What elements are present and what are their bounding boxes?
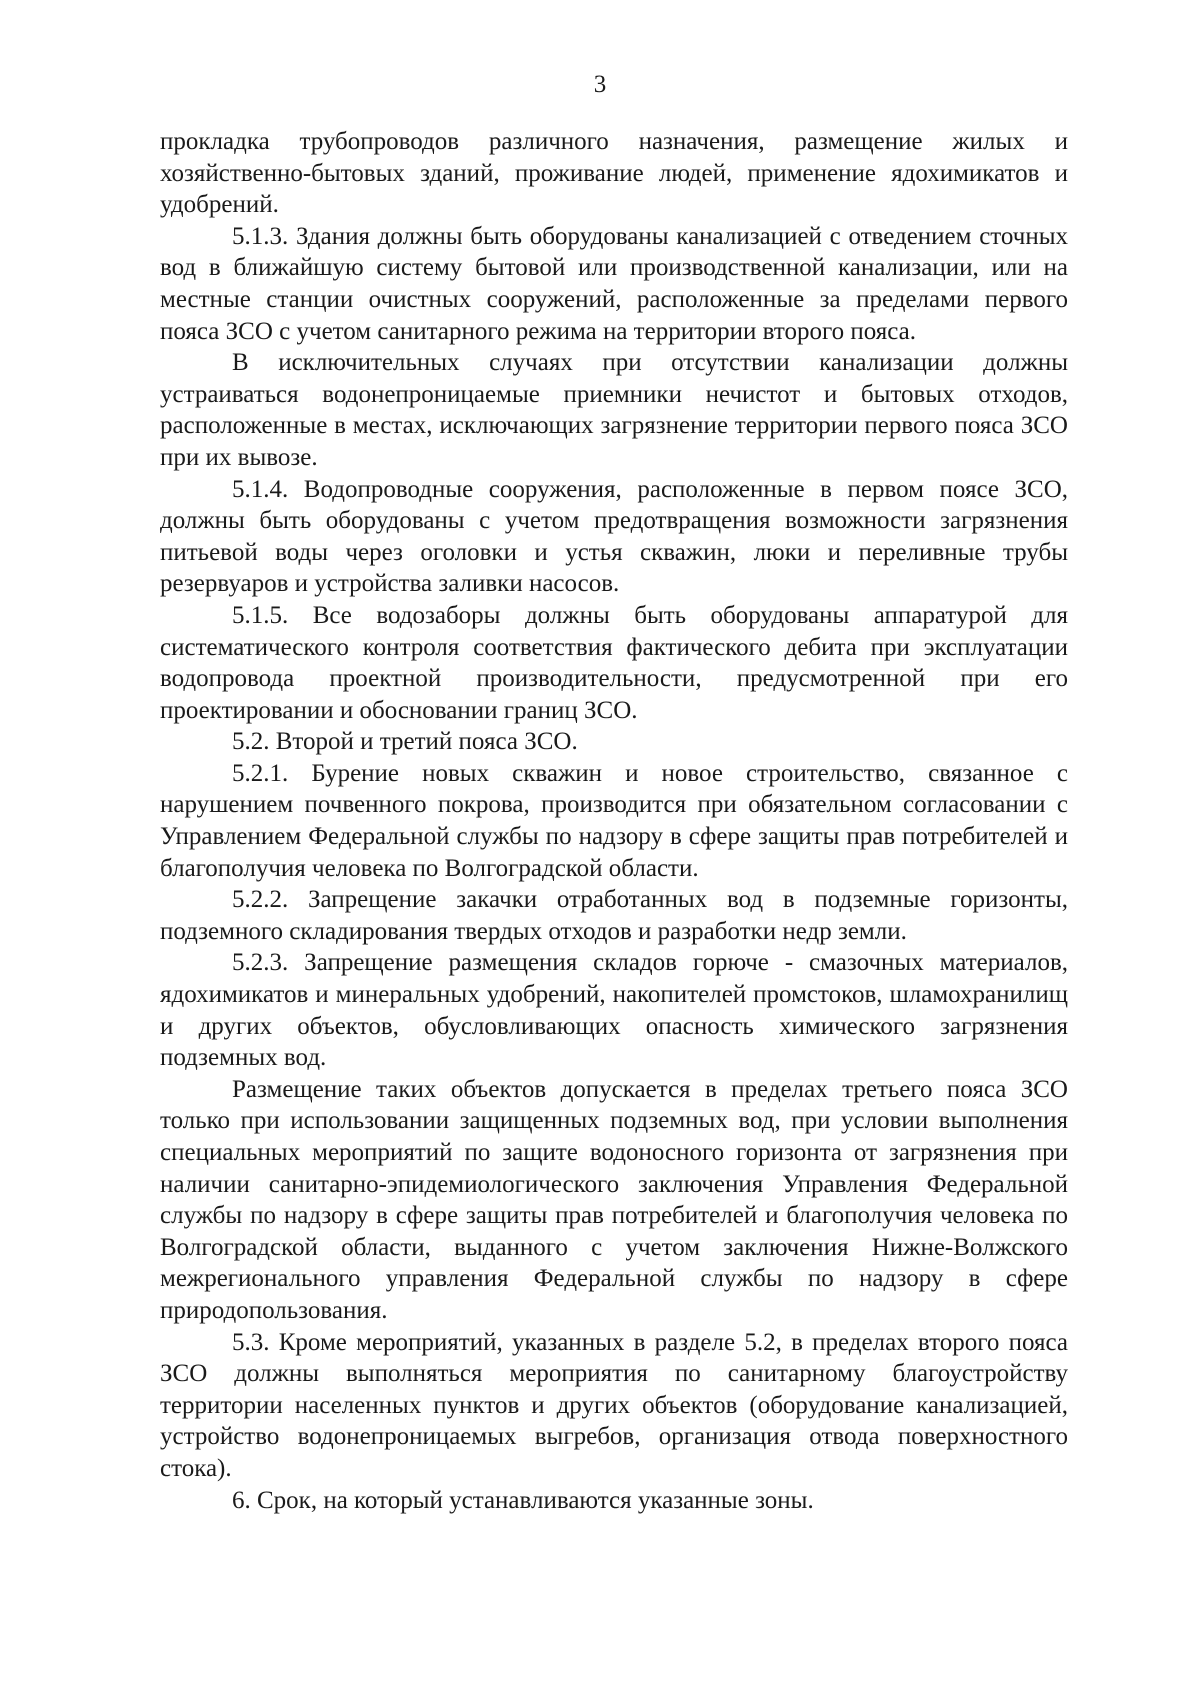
- paragraph-5-1-4: 5.1.4. Водопроводные сооружения, расположенные в первом поясе ЗСО, должны быть оборудованы с учетом предотвращения возможности загрязнения питьевой воды через оголовки и устья скважин, люки и переливные трубы резервуаров и устройства заливки насосов.: [160, 475, 1068, 598]
- section-heading-5-2: 5.2. Второй и третий пояса ЗСО.: [232, 728, 578, 756]
- page-number: 3: [593, 71, 607, 98]
- paragraph-5-2-3: 5.2.3. Запрещение размещения складов горюче - смазочных материалов, ядохимикатов и минеральных удобрений, накопителей промстоков, шламохранилищ и других объектов, обусловливающих опасность химического загрязнения подземных вод.: [160, 949, 1068, 1072]
- paragraph-5-3: 5.3. Кроме мероприятий, указанных в разделе 5.2, в пределах второго пояса ЗСО должны выполняться мероприятия по санитарному благоустройству территории населенных пунктов и других объектов (оборудование канализацией, устройство водонепроницаемых выгребов, организация отвода поверхностного стока).: [160, 1328, 1068, 1482]
- paragraph-placement-conditions: Размещение таких объектов допускается в пределах третьего пояса ЗСО только при использовании защищенных подземных вод, при условии выполнения специальных мероприятий по защите водоносного горизонта от загрязнения при наличии санитарно-эпидемиологического заключения Управления Федеральной службы по надзору в сфере защиты прав потребителей и благополучия человека по Волгоградской области, выданного с учетом заключения Нижне-Волжского межрегионального управления Федеральной службы по надзору в сфере природопользования.: [160, 1075, 1068, 1324]
- document-body: [160, 126, 1068, 1516]
- paragraph-5-1-3: 5.1.3. Здания должны быть оборудованы канализацией с отведением сточных вод в ближайшую систему бытовой или производственной канализации, или на местные станции очистных сооружений, расположенные за пределами первого пояса ЗСО с учетом санитарного режима на территории второго пояса.: [160, 222, 1068, 345]
- paragraph-exceptional-cases: В исключительных случаях при отсутствии канализации должны устраиваться водонепроницаемые приемники нечистот и бытовых отходов, расположенные в местах, исключающих загрязнение территории первого пояса ЗСО при их вывозе.: [160, 349, 1068, 471]
- paragraph-5-2-2: 5.2.2. Запрещение закачки отработанных вод в подземные горизонты, подземного складирования твердых отходов и разработки недр земли.: [160, 886, 1068, 945]
- paragraph-5-1-5: 5.1.5. Все водозаборы должны быть оборудованы аппаратурой для систематического контроля соответствия фактического дебита при эксплуатации водопровода проектной производительности, предусмотренной при его проектировании и обосновании границ ЗСО.: [160, 601, 1068, 724]
- section-heading-6: 6. Срок, на который устанавливаются указанные зоны.: [232, 1486, 814, 1514]
- paragraph-continuation: прокладка трубопроводов различного назначения, размещение жилых и хозяйственно-бытовых зданий, проживание людей, применение ядохимикатов и удобрений.: [160, 128, 1068, 219]
- paragraph-5-2-1: 5.2.1. Бурение новых скважин и новое строительство, связанное с нарушением почвенного покрова, производится при обязательном согласовании с Управлением Федеральной службы по надзору в сфере защиты прав потребителей и благополучия человека по Волгоградской области.: [160, 759, 1068, 882]
